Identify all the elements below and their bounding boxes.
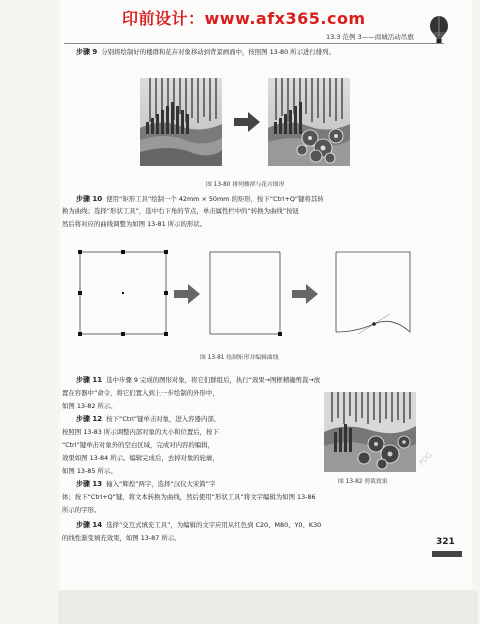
step-9: 步骤 9 分别将绘制好的楼群和花卉对象移动到背景画面中，按照图 13-80 所示进行排列。 [76, 48, 335, 56]
figure-13-80-caption: 图 13-80 排列楼群与花卉图形 [206, 182, 285, 188]
step-13-line-1: 步骤 13 输入“辉煌”两字，选择“汉仪大宋简”字 [76, 480, 216, 488]
step-13-line-3: 所示的字形。 [62, 506, 101, 514]
figure-13-80 [140, 78, 350, 170]
header-rule [64, 43, 444, 44]
background-scene-left [140, 78, 222, 166]
chapter-header: 13.3 范例 3——商城活动吊旗 [326, 33, 414, 41]
step-13-line-2: 体；按下“Ctrl+Q”键，将文本转换为曲线，然后使用“形状工具”将文字编辑为如图 13-86 [62, 493, 316, 501]
rectangle-with-handles [78, 250, 168, 336]
background-scene-right [268, 78, 350, 166]
curve-rectangle [210, 252, 282, 336]
page-number: 321 [436, 537, 455, 547]
step-12-line-3: “Ctrl”键单击对象外的空白区域，完成对内容的编辑， [62, 441, 214, 449]
step-10-line-3: 然后将对应的曲线调整为如图 13-81 所示的形状。 [62, 220, 207, 228]
figure-13-82 [324, 392, 416, 472]
figure-13-82-caption: 图 13-82 剪裁效果 [338, 479, 388, 485]
page-number-bar [432, 551, 462, 557]
figure-13-81 [74, 246, 434, 342]
step-14-line-2: 的线性渐变填充效果，如图 13-87 所示。 [62, 534, 181, 542]
arrow-icon [234, 112, 260, 132]
arrow-icon-1 [174, 284, 200, 304]
step-12-line-2: 按照图 13-83 所示调整内部对象的大小和位置后，按下 [62, 428, 219, 436]
step-11-line-2: 置在容器中”命令，将它们置入到上一步绘制的外形中， [62, 389, 219, 397]
step-12-line-4: 效果如图 13-84 所示。编辑完成后，去掉对象的轮廓， [62, 454, 219, 462]
corner-watermark: PDG [417, 450, 434, 468]
step-10-line-1: 步骤 10 使用“矩形工具”绘制一个 42mm × 50mm 的矩形，按下“Ctrl+Q”键将其转 [76, 195, 324, 203]
step-12-line-1: 步骤 12 按下“Ctrl”键单击对象，进入容器内部， [76, 415, 221, 423]
step-11-line-3: 如图 13-82 所示。 [62, 402, 117, 410]
step-12-line-5: 如图 13-85 所示。 [62, 467, 117, 475]
step-10-line-2: 换为曲线；选择“形状工具”，选中右下角的节点，单击属性栏中的“转换为曲线”按钮 [62, 207, 299, 215]
hot-air-balloon-icon [428, 16, 450, 44]
edited-curve-shape [336, 252, 410, 334]
site-watermark: 印前设计：www.afx365.com [122, 9, 366, 28]
figure-13-81-caption: 图 13-81 绘制矩形并编辑曲线 [200, 355, 279, 361]
step-11-line-1: 步骤 11 选中步骤 9 完成的图形对象，将它们群组后，执行“效果→图框精确剪裁→放 [76, 376, 321, 384]
step-14-line-1: 步骤 14 选择“交互式填充工具”，为编辑的文字应用从红色到 C20、M80、Y0、K30 [76, 521, 322, 529]
page-bottom-margin [58, 590, 478, 624]
arrow-icon-2 [292, 284, 318, 304]
